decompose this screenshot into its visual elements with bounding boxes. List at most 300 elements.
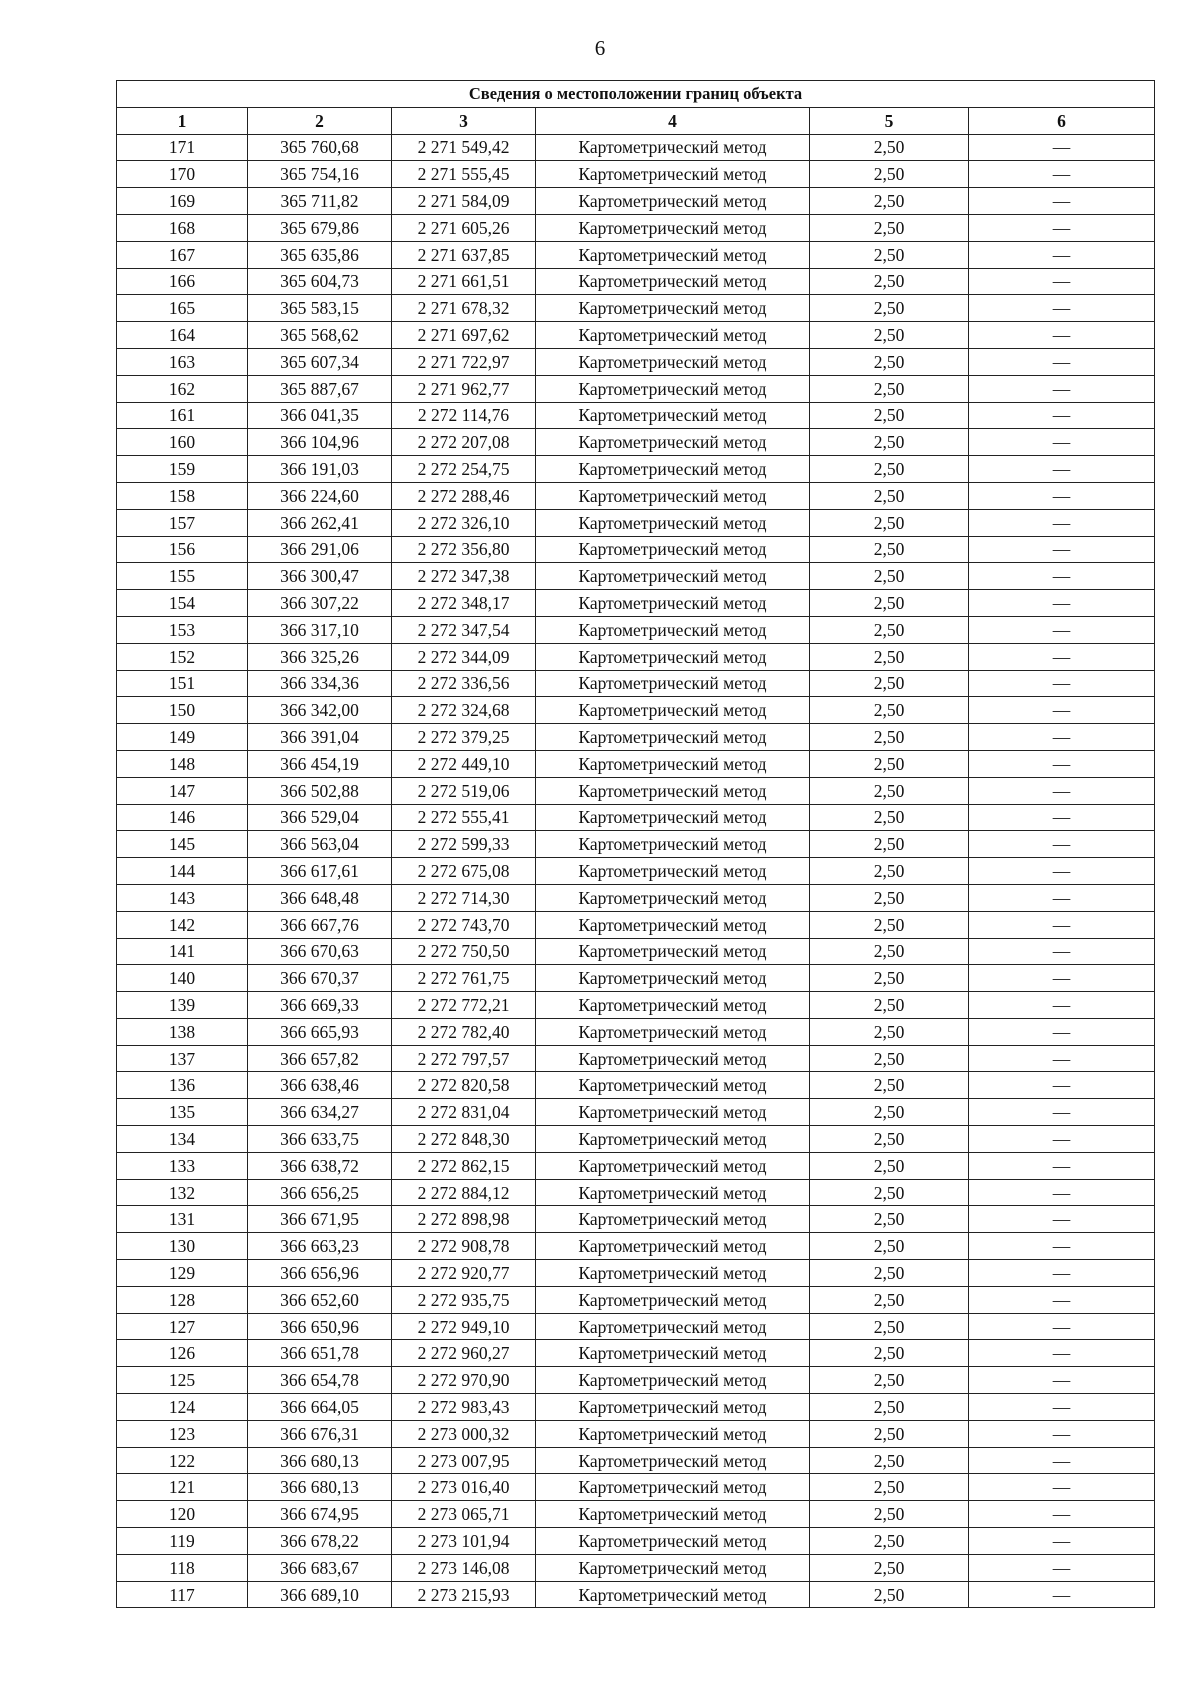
method-cell: Картометрический метод [536, 1581, 810, 1608]
method-cell: Картометрический метод [536, 858, 810, 885]
x-coordinate-cell: 366 648,48 [248, 884, 392, 911]
accuracy-cell: 2,50 [810, 1447, 969, 1474]
method-cell: Картометрический метод [536, 295, 810, 322]
description-cell: — [969, 1554, 1155, 1581]
accuracy-cell: 2,50 [810, 1072, 969, 1099]
accuracy-cell: 2,50 [810, 1394, 969, 1421]
x-coordinate-cell: 365 607,34 [248, 348, 392, 375]
y-coordinate-cell: 2 272 970,90 [392, 1367, 536, 1394]
table-row [117, 1447, 1155, 1474]
y-coordinate-cell: 2 272 326,10 [392, 509, 536, 536]
point-number-cell: 122 [117, 1447, 248, 1474]
method-cell: Картометрический метод [536, 456, 810, 483]
y-coordinate-cell: 2 272 324,68 [392, 697, 536, 724]
x-coordinate-cell: 366 680,13 [248, 1447, 392, 1474]
table-row [117, 616, 1155, 643]
description-cell: — [969, 1340, 1155, 1367]
point-number-cell: 160 [117, 429, 248, 456]
method-cell: Картометрический метод [536, 1474, 810, 1501]
point-number-cell: 124 [117, 1394, 248, 1421]
point-number-cell: 165 [117, 295, 248, 322]
y-coordinate-cell: 2 271 584,09 [392, 188, 536, 215]
x-coordinate-cell: 366 671,95 [248, 1206, 392, 1233]
x-coordinate-cell: 366 262,41 [248, 509, 392, 536]
method-cell: Картометрический метод [536, 402, 810, 429]
point-number-cell: 154 [117, 590, 248, 617]
point-number-cell: 123 [117, 1420, 248, 1447]
method-cell: Картометрический метод [536, 616, 810, 643]
x-coordinate-cell: 366 669,33 [248, 992, 392, 1019]
y-coordinate-cell: 2 272 356,80 [392, 536, 536, 563]
y-coordinate-cell: 2 272 884,12 [392, 1179, 536, 1206]
point-number-cell: 159 [117, 456, 248, 483]
x-coordinate-cell: 366 680,13 [248, 1474, 392, 1501]
accuracy-cell: 2,50 [810, 1233, 969, 1260]
description-cell: — [969, 884, 1155, 911]
method-cell: Картометрический метод [536, 1501, 810, 1528]
accuracy-cell: 2,50 [810, 1554, 969, 1581]
point-number-cell: 155 [117, 563, 248, 590]
description-cell: — [969, 777, 1155, 804]
y-coordinate-cell: 2 273 007,95 [392, 1447, 536, 1474]
point-number-cell: 144 [117, 858, 248, 885]
accuracy-cell: 2,50 [810, 992, 969, 1019]
point-number-cell: 166 [117, 268, 248, 295]
x-coordinate-cell: 366 667,76 [248, 911, 392, 938]
method-cell: Картометрический метод [536, 241, 810, 268]
description-cell: — [969, 1179, 1155, 1206]
point-number-cell: 135 [117, 1099, 248, 1126]
y-coordinate-cell: 2 272 750,50 [392, 938, 536, 965]
table-row [117, 214, 1155, 241]
x-coordinate-cell: 366 652,60 [248, 1286, 392, 1313]
accuracy-cell: 2,50 [810, 1260, 969, 1287]
accuracy-cell: 2,50 [810, 911, 969, 938]
description-cell: — [969, 161, 1155, 188]
accuracy-cell: 2,50 [810, 1420, 969, 1447]
accuracy-cell: 2,50 [810, 188, 969, 215]
description-cell: — [969, 1260, 1155, 1287]
table-row [117, 375, 1155, 402]
table-row [117, 1126, 1155, 1153]
description-cell: — [969, 616, 1155, 643]
accuracy-cell: 2,50 [810, 938, 969, 965]
method-cell: Картометрический метод [536, 563, 810, 590]
point-number-cell: 153 [117, 616, 248, 643]
point-number-cell: 118 [117, 1554, 248, 1581]
point-number-cell: 133 [117, 1152, 248, 1179]
description-cell: — [969, 134, 1155, 161]
point-number-cell: 145 [117, 831, 248, 858]
method-cell: Картометрический метод [536, 1152, 810, 1179]
point-number-cell: 142 [117, 911, 248, 938]
method-cell: Картометрический метод [536, 1420, 810, 1447]
description-cell: — [969, 1233, 1155, 1260]
x-coordinate-cell: 366 654,78 [248, 1367, 392, 1394]
accuracy-cell: 2,50 [810, 777, 969, 804]
y-coordinate-cell: 2 272 344,09 [392, 643, 536, 670]
description-cell: — [969, 1126, 1155, 1153]
x-coordinate-cell: 366 191,03 [248, 456, 392, 483]
x-coordinate-cell: 366 224,60 [248, 482, 392, 509]
x-coordinate-cell: 366 391,04 [248, 724, 392, 751]
description-cell: — [969, 509, 1155, 536]
method-cell: Картометрический метод [536, 1394, 810, 1421]
point-number-cell: 134 [117, 1126, 248, 1153]
point-number-cell: 146 [117, 804, 248, 831]
description-cell: — [969, 1099, 1155, 1126]
point-number-cell: 130 [117, 1233, 248, 1260]
y-coordinate-cell: 2 272 336,56 [392, 670, 536, 697]
table-row [117, 992, 1155, 1019]
point-number-cell: 141 [117, 938, 248, 965]
accuracy-cell: 2,50 [810, 1581, 969, 1608]
x-coordinate-cell: 366 634,27 [248, 1099, 392, 1126]
y-coordinate-cell: 2 272 114,76 [392, 402, 536, 429]
accuracy-cell: 2,50 [810, 509, 969, 536]
table-row [117, 536, 1155, 563]
y-coordinate-cell: 2 273 000,32 [392, 1420, 536, 1447]
x-coordinate-cell: 366 454,19 [248, 750, 392, 777]
point-number-cell: 128 [117, 1286, 248, 1313]
y-coordinate-cell: 2 272 348,17 [392, 590, 536, 617]
method-cell: Картометрический метод [536, 1233, 810, 1260]
point-number-cell: 167 [117, 241, 248, 268]
table-row [117, 777, 1155, 804]
table-title: Сведения о местоположении границ объекта [117, 81, 1155, 108]
description-cell: — [969, 911, 1155, 938]
table-row [117, 1474, 1155, 1501]
table-row [117, 1233, 1155, 1260]
point-number-cell: 127 [117, 1313, 248, 1340]
point-number-cell: 132 [117, 1179, 248, 1206]
table-title-row [117, 81, 1155, 108]
x-coordinate-cell: 365 568,62 [248, 322, 392, 349]
x-coordinate-cell: 366 657,82 [248, 1045, 392, 1072]
method-cell: Картометрический метод [536, 1179, 810, 1206]
point-number-cell: 147 [117, 777, 248, 804]
table-row [117, 1099, 1155, 1126]
accuracy-cell: 2,50 [810, 429, 969, 456]
description-cell: — [969, 1528, 1155, 1555]
accuracy-cell: 2,50 [810, 1152, 969, 1179]
table-row [117, 911, 1155, 938]
description-cell: — [969, 402, 1155, 429]
table-row [117, 697, 1155, 724]
y-coordinate-cell: 2 271 678,32 [392, 295, 536, 322]
method-cell: Картометрический метод [536, 750, 810, 777]
accuracy-cell: 2,50 [810, 456, 969, 483]
accuracy-cell: 2,50 [810, 965, 969, 992]
method-cell: Картометрический метод [536, 348, 810, 375]
y-coordinate-cell: 2 272 519,06 [392, 777, 536, 804]
table-row [117, 1260, 1155, 1287]
accuracy-cell: 2,50 [810, 884, 969, 911]
accuracy-cell: 2,50 [810, 858, 969, 885]
y-coordinate-cell: 2 272 555,41 [392, 804, 536, 831]
table-row [117, 858, 1155, 885]
description-cell: — [969, 214, 1155, 241]
y-coordinate-cell: 2 272 848,30 [392, 1126, 536, 1153]
method-cell: Картометрический метод [536, 1286, 810, 1313]
method-cell: Картометрический метод [536, 1018, 810, 1045]
point-number-cell: 120 [117, 1501, 248, 1528]
x-coordinate-cell: 365 635,86 [248, 241, 392, 268]
table-row [117, 1420, 1155, 1447]
table-row [117, 804, 1155, 831]
x-coordinate-cell: 366 502,88 [248, 777, 392, 804]
description-cell: — [969, 482, 1155, 509]
point-number-cell: 139 [117, 992, 248, 1019]
table-row [117, 938, 1155, 965]
x-coordinate-cell: 365 754,16 [248, 161, 392, 188]
accuracy-cell: 2,50 [810, 134, 969, 161]
point-number-cell: 117 [117, 1581, 248, 1608]
x-coordinate-cell: 366 617,61 [248, 858, 392, 885]
method-cell: Картометрический метод [536, 1045, 810, 1072]
method-cell: Картометрический метод [536, 777, 810, 804]
description-cell: — [969, 590, 1155, 617]
x-coordinate-cell: 366 638,46 [248, 1072, 392, 1099]
y-coordinate-cell: 2 272 288,46 [392, 482, 536, 509]
description-cell: — [969, 563, 1155, 590]
y-coordinate-cell: 2 272 714,30 [392, 884, 536, 911]
method-cell: Картометрический метод [536, 911, 810, 938]
y-coordinate-cell: 2 272 898,98 [392, 1206, 536, 1233]
method-cell: Картометрический метод [536, 697, 810, 724]
method-cell: Картометрический метод [536, 992, 810, 1019]
y-coordinate-cell: 2 271 962,77 [392, 375, 536, 402]
table-row [117, 134, 1155, 161]
x-coordinate-cell: 366 334,36 [248, 670, 392, 697]
point-number-cell: 143 [117, 884, 248, 911]
x-coordinate-cell: 366 563,04 [248, 831, 392, 858]
table-row [117, 348, 1155, 375]
y-coordinate-cell: 2 271 549,42 [392, 134, 536, 161]
description-cell: — [969, 750, 1155, 777]
method-cell: Картометрический метод [536, 268, 810, 295]
point-number-cell: 148 [117, 750, 248, 777]
point-number-cell: 140 [117, 965, 248, 992]
x-coordinate-cell: 366 307,22 [248, 590, 392, 617]
y-coordinate-cell: 2 273 065,71 [392, 1501, 536, 1528]
description-cell: — [969, 831, 1155, 858]
x-coordinate-cell: 366 678,22 [248, 1528, 392, 1555]
table-row [117, 161, 1155, 188]
table-row [117, 831, 1155, 858]
table-row [117, 750, 1155, 777]
point-number-cell: 156 [117, 536, 248, 563]
description-cell: — [969, 965, 1155, 992]
method-cell: Картометрический метод [536, 161, 810, 188]
column-number-2: 2 [248, 107, 392, 134]
table-row [117, 509, 1155, 536]
table-row [117, 1340, 1155, 1367]
method-cell: Картометрический метод [536, 804, 810, 831]
x-coordinate-cell: 366 633,75 [248, 1126, 392, 1153]
table-row [117, 1394, 1155, 1421]
description-cell: — [969, 992, 1155, 1019]
description-cell: — [969, 1367, 1155, 1394]
y-coordinate-cell: 2 272 207,08 [392, 429, 536, 456]
accuracy-cell: 2,50 [810, 375, 969, 402]
method-cell: Картометрический метод [536, 322, 810, 349]
column-number-1: 1 [117, 107, 248, 134]
accuracy-cell: 2,50 [810, 616, 969, 643]
x-coordinate-cell: 365 604,73 [248, 268, 392, 295]
description-cell: — [969, 1420, 1155, 1447]
table-row [117, 1528, 1155, 1555]
table-row [117, 1045, 1155, 1072]
accuracy-cell: 2,50 [810, 482, 969, 509]
description-cell: — [969, 1072, 1155, 1099]
method-cell: Картометрический метод [536, 1340, 810, 1367]
x-coordinate-cell: 366 663,23 [248, 1233, 392, 1260]
method-cell: Картометрический метод [536, 1313, 810, 1340]
accuracy-cell: 2,50 [810, 348, 969, 375]
method-cell: Картометрический метод [536, 214, 810, 241]
y-coordinate-cell: 2 273 101,94 [392, 1528, 536, 1555]
x-coordinate-cell: 366 656,96 [248, 1260, 392, 1287]
x-coordinate-cell: 366 650,96 [248, 1313, 392, 1340]
column-number-5: 5 [810, 107, 969, 134]
method-cell: Картометрический метод [536, 1260, 810, 1287]
x-coordinate-cell: 366 638,72 [248, 1152, 392, 1179]
description-cell: — [969, 670, 1155, 697]
method-cell: Картометрический метод [536, 188, 810, 215]
table-row [117, 1179, 1155, 1206]
accuracy-cell: 2,50 [810, 1340, 969, 1367]
column-number-row [117, 107, 1155, 134]
table-row [117, 1018, 1155, 1045]
point-number-cell: 136 [117, 1072, 248, 1099]
x-coordinate-cell: 366 689,10 [248, 1581, 392, 1608]
accuracy-cell: 2,50 [810, 241, 969, 268]
method-cell: Картометрический метод [536, 482, 810, 509]
point-number-cell: 121 [117, 1474, 248, 1501]
accuracy-cell: 2,50 [810, 1313, 969, 1340]
point-number-cell: 138 [117, 1018, 248, 1045]
method-cell: Картометрический метод [536, 1367, 810, 1394]
accuracy-cell: 2,50 [810, 724, 969, 751]
table-row [117, 322, 1155, 349]
method-cell: Картометрический метод [536, 670, 810, 697]
table-row [117, 1072, 1155, 1099]
point-number-cell: 125 [117, 1367, 248, 1394]
description-cell: — [969, 1501, 1155, 1528]
accuracy-cell: 2,50 [810, 1018, 969, 1045]
method-cell: Картометрический метод [536, 1447, 810, 1474]
x-coordinate-cell: 366 300,47 [248, 563, 392, 590]
method-cell: Картометрический метод [536, 884, 810, 911]
method-cell: Картометрический метод [536, 590, 810, 617]
table-row [117, 482, 1155, 509]
description-cell: — [969, 804, 1155, 831]
description-cell: — [969, 1394, 1155, 1421]
x-coordinate-cell: 366 529,04 [248, 804, 392, 831]
table-row [117, 643, 1155, 670]
y-coordinate-cell: 2 272 254,75 [392, 456, 536, 483]
method-cell: Картометрический метод [536, 1072, 810, 1099]
x-coordinate-cell: 366 325,26 [248, 643, 392, 670]
accuracy-cell: 2,50 [810, 268, 969, 295]
table-row [117, 1286, 1155, 1313]
table-row [117, 402, 1155, 429]
description-cell: — [969, 643, 1155, 670]
column-number-3: 3 [392, 107, 536, 134]
column-number-6: 6 [969, 107, 1155, 134]
method-cell: Картометрический метод [536, 965, 810, 992]
x-coordinate-cell: 365 760,68 [248, 134, 392, 161]
y-coordinate-cell: 2 272 862,15 [392, 1152, 536, 1179]
y-coordinate-cell: 2 273 146,08 [392, 1554, 536, 1581]
method-cell: Картометрический метод [536, 429, 810, 456]
accuracy-cell: 2,50 [810, 402, 969, 429]
point-number-cell: 170 [117, 161, 248, 188]
y-coordinate-cell: 2 271 661,51 [392, 268, 536, 295]
x-coordinate-cell: 365 711,82 [248, 188, 392, 215]
x-coordinate-cell: 366 676,31 [248, 1420, 392, 1447]
accuracy-cell: 2,50 [810, 1286, 969, 1313]
table-row [117, 670, 1155, 697]
point-number-cell: 161 [117, 402, 248, 429]
y-coordinate-cell: 2 271 722,97 [392, 348, 536, 375]
point-number-cell: 158 [117, 482, 248, 509]
y-coordinate-cell: 2 271 555,45 [392, 161, 536, 188]
x-coordinate-cell: 366 317,10 [248, 616, 392, 643]
table-row [117, 241, 1155, 268]
description-cell: — [969, 1152, 1155, 1179]
table-row [117, 456, 1155, 483]
method-cell: Картометрический метод [536, 724, 810, 751]
table-row [117, 1554, 1155, 1581]
table-body [117, 134, 1155, 1608]
point-number-cell: 169 [117, 188, 248, 215]
method-cell: Картометрический метод [536, 1126, 810, 1153]
accuracy-cell: 2,50 [810, 1367, 969, 1394]
y-coordinate-cell: 2 272 935,75 [392, 1286, 536, 1313]
accuracy-cell: 2,50 [810, 322, 969, 349]
x-coordinate-cell: 366 683,67 [248, 1554, 392, 1581]
accuracy-cell: 2,50 [810, 536, 969, 563]
method-cell: Картометрический метод [536, 1206, 810, 1233]
accuracy-cell: 2,50 [810, 1528, 969, 1555]
table-row [117, 268, 1155, 295]
accuracy-cell: 2,50 [810, 643, 969, 670]
accuracy-cell: 2,50 [810, 590, 969, 617]
accuracy-cell: 2,50 [810, 161, 969, 188]
method-cell: Картометрический метод [536, 1528, 810, 1555]
description-cell: — [969, 375, 1155, 402]
accuracy-cell: 2,50 [810, 670, 969, 697]
point-number-cell: 152 [117, 643, 248, 670]
accuracy-cell: 2,50 [810, 750, 969, 777]
point-number-cell: 137 [117, 1045, 248, 1072]
accuracy-cell: 2,50 [810, 1474, 969, 1501]
table-row [117, 1581, 1155, 1608]
page-number: 6 [594, 36, 606, 60]
table-row [117, 1313, 1155, 1340]
y-coordinate-cell: 2 272 908,78 [392, 1233, 536, 1260]
accuracy-cell: 2,50 [810, 1179, 969, 1206]
description-cell: — [969, 724, 1155, 751]
column-number-4: 4 [536, 107, 810, 134]
x-coordinate-cell: 366 291,06 [248, 536, 392, 563]
table-row [117, 590, 1155, 617]
y-coordinate-cell: 2 272 449,10 [392, 750, 536, 777]
y-coordinate-cell: 2 272 347,54 [392, 616, 536, 643]
description-cell: — [969, 697, 1155, 724]
